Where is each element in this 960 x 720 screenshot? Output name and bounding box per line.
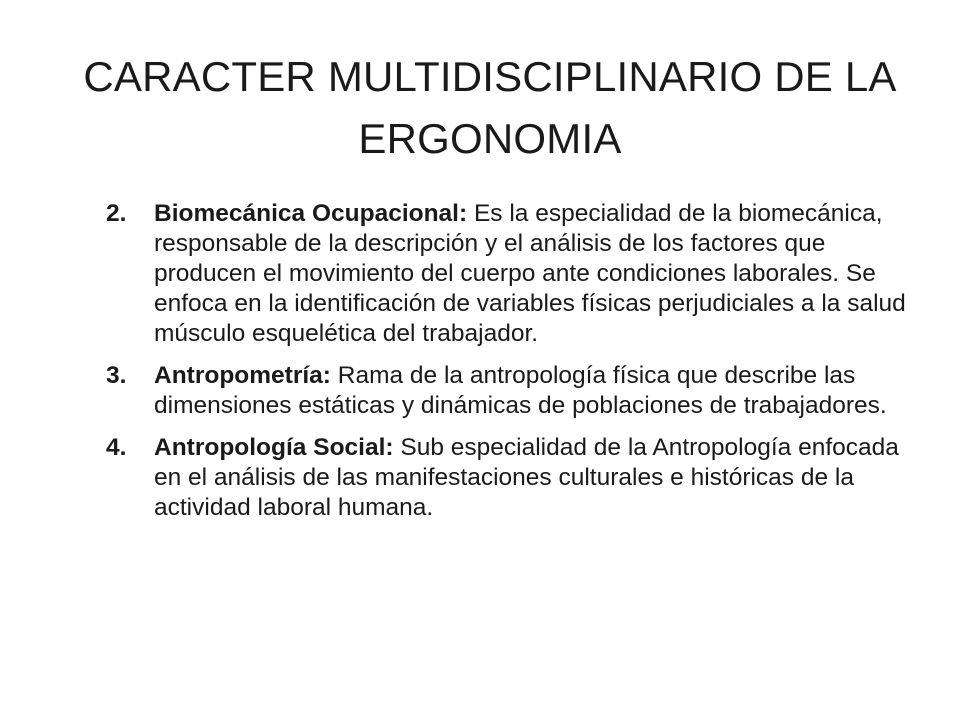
list-item-antropometria — [106, 361, 916, 421]
list-item-text — [154, 361, 916, 421]
list-item-term: Antropometría: — [154, 362, 331, 389]
numbered-list — [106, 199, 916, 535]
list-item-description: Rama de la antropología física que describe las dimensiones estáticas y dinámicas de poblaciones de trabajadores. — [154, 362, 887, 419]
list-item-number: 2. — [106, 200, 127, 227]
list-item-description: Sub especialidad de la Antropología enfocada en el análisis de las manifestaciones culturales e históricas de la actividad laboral humana. — [154, 434, 899, 521]
list-item-biomecanica — [106, 199, 916, 349]
list-item-description: Es la especialidad de la biomecánica, responsable de la descripción y el análisis de los factores que producen el movimiento del cuerpo ante condiciones laborales. Se enfoca en la identificación de variables físicas perjudiciales a la salud músculo esquelética del trabajador. — [154, 200, 906, 347]
list-item-antropologia-social — [106, 433, 916, 523]
slide-title: CARACTER MULTIDISCIPLINARIO DE LA ERGONOMIA — [83, 53, 897, 162]
list-item-term: Biomecánica Ocupacional: — [154, 200, 468, 227]
list-item-text — [154, 433, 916, 523]
list-item-text — [154, 199, 916, 349]
list-item-term: Antropología Social: — [154, 434, 394, 461]
list-item-number: 3. — [106, 362, 127, 389]
list-item-number: 4. — [106, 434, 127, 461]
